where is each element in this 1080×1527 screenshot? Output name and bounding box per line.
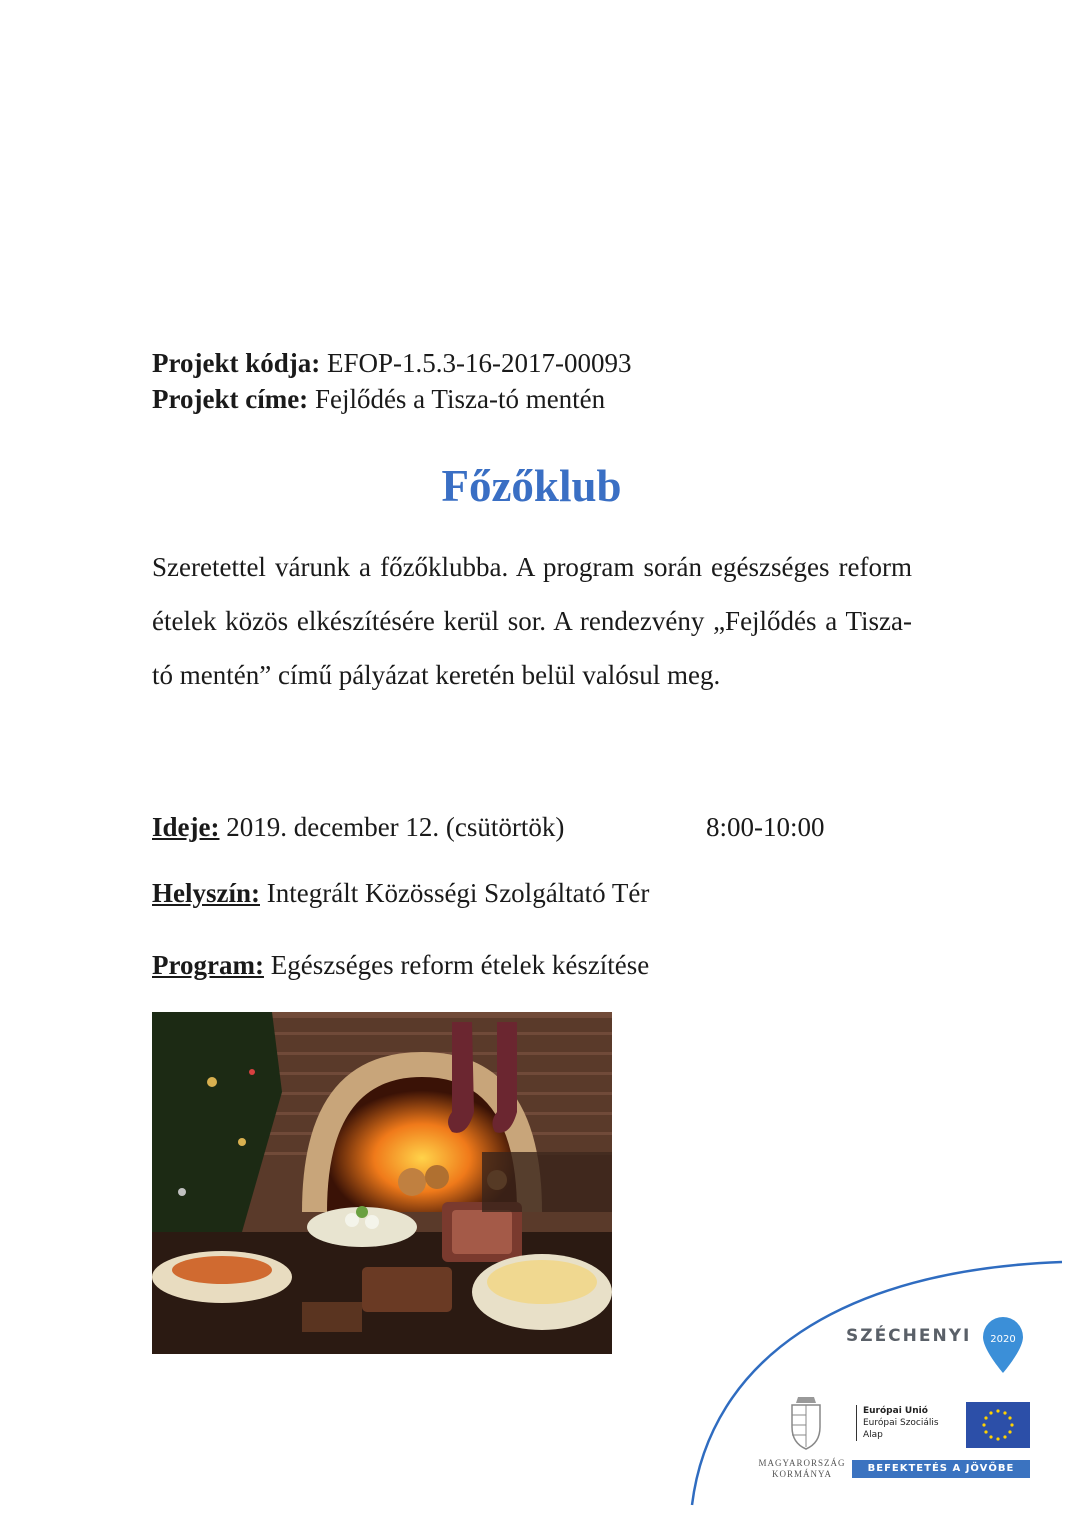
program-value: Egészséges reform ételek készítése: [270, 950, 650, 980]
government-line1: MAGYARORSZÁG: [758, 1458, 846, 1468]
date-line: [152, 812, 564, 843]
food-photo: [152, 1012, 612, 1354]
location-line: [152, 878, 649, 909]
szechenyi-pin-icon: [980, 1315, 1026, 1375]
location-label: Helyszín:: [152, 878, 260, 908]
project-title-label: Projekt címe:: [152, 384, 309, 414]
eu-fund-text: [856, 1405, 939, 1441]
location-value: Integrált Közösségi Szolgáltató Tér: [266, 878, 650, 908]
eu-stars-icon: [966, 1402, 1030, 1448]
page-title: Főzőklub: [441, 461, 622, 511]
food-photo-illustration: [152, 1012, 612, 1354]
invitation-paragraph: Szeretettel várunk a főzőklubba. A program során egészséges reform ételek közös elkészítésére kerül sor. A rendezvény „Fejlődés a Tisza- tó mentén” című pályázat keretén belül valósul meg.: [152, 552, 912, 690]
program-label: Program:: [152, 950, 264, 980]
government-line2: KORMÁNYA: [771, 1469, 832, 1479]
program-line: [152, 950, 649, 981]
slogan-banner: BEFEKTETÉS A JÖVŐBE: [852, 1460, 1030, 1478]
date-label: Ideje:: [152, 812, 220, 842]
project-code-label: Projekt kódja:: [152, 348, 321, 378]
time-value: 8:00-10:00: [706, 812, 825, 842]
eu-line2: Európai Szociális: [863, 1418, 939, 1428]
project-title-value: Fejlődés a Tisza-tó mentén: [314, 384, 606, 414]
eu-line1: Európai Unió: [863, 1406, 928, 1416]
project-code-line: [152, 350, 632, 377]
date-value: 2019. december 12. (csütörtök): [226, 812, 565, 842]
project-code-value: EFOP-1.5.3-16-2017-00093: [327, 348, 632, 378]
eu-flag-icon: [966, 1402, 1030, 1448]
hungarian-crest-icon: [778, 1395, 834, 1451]
szechenyi-year: 2020: [990, 1334, 1016, 1345]
project-title-line: [152, 386, 605, 413]
eu-line3: Alap: [863, 1430, 883, 1440]
szechenyi-logo-text: SZÉCHENYI: [846, 1326, 972, 1346]
government-logo-text: [752, 1458, 852, 1480]
